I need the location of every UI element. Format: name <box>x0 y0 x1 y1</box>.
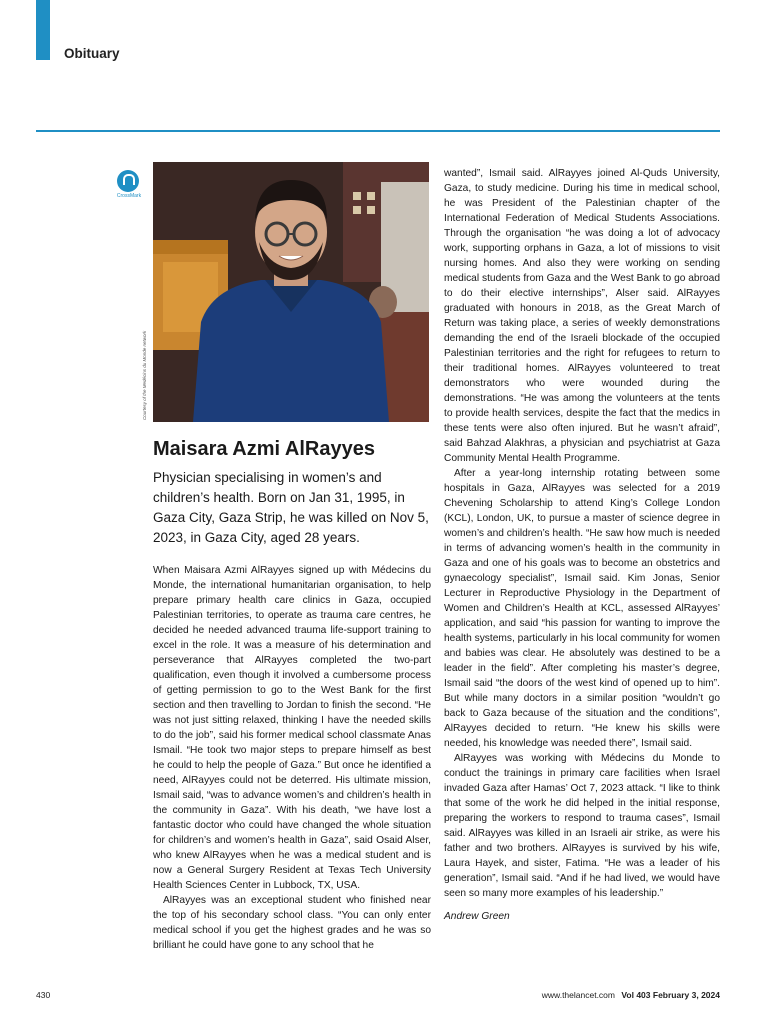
crossmark-badge[interactable] <box>114 170 144 204</box>
paragraph: After a year-long internship rotating between some hospitals in Gaza, AlRayyes was selected for a 2019 Chevening Scholarship to attend King’s College London (KCL), London, UK, to pursue a master of science degree in women’s and children’s health. “He saw how much is needed in terms of advancing women’s health in the community in Gaza and one of his goals was to become an obstetrics and gynaecology specialist”, Ismail said. Kim Jonas, Senior Lecturer in Reproductive Physiology in the Department of Women and Children’s Health at KCL, assessed AlRayyes’ application, and said “his passion for wanting to improve the health systems, particularly in his local community for women and babies was clear. He absolutely was destined to be a leader in the field”. After completing his master’s degree, Ismail said “the doors of the west kind of opened up to him”. But while many doctors in a similar position “wouldn’t go back to Gaza because of the situation and the conditions”, AlRayyes decided to return. “He knew his skills were needed, his knowledge was needed there”, Ismail said. <box>444 468 720 749</box>
page-number: 430 <box>36 990 51 1000</box>
footer-volume: Vol 403 <box>621 990 651 1000</box>
paragraph: AlRayyes was working with Médecins du Monde to conduct the trainings in primary care facilities when Israel invaded Gaza after Hamas’ Oct 7, 2023 attack. “I like to think that some of the work he did helped in the initial response, preparing the workers to respond to trauma cases”, Ismail said. AlRayyes was killed in an Israeli air strike, as were his father and two brothers. AlRayyes is survived by his wife, Laura Hayek, and sister, Fatima. “He was a leader of his generation”, Ismail said. “And if he had lived, we would have seen so many more examples of his leadership.” <box>444 753 720 899</box>
footer-site-link[interactable]: www.thelancet.com <box>541 990 615 1000</box>
portrait-photo <box>153 162 429 422</box>
section-label: Obituary <box>64 46 120 61</box>
crossmark-label: CrossMark <box>116 193 142 199</box>
section-tab-bar <box>36 0 50 60</box>
paragraph: wanted”, Ismail said. AlRayyes joined Al-Quds University, Gaza, to study medicine. During his time in medical school, he was President of the Palestinian chapter of the International Federation of Medical Students Associations. Through the organisation “he was doing a lot of advocacy work, supporting orphans in Gaza, a lot of missions to visit nursing homes. And also they were working on sending medical students from Gaza and the West Bank to go abroad to do their elective internships”, Alser said. AlRayyes graduated with honours in 2018, as the Great March of Return was taking place, a series of weekly demonstrations demanding the end of the Israeli blockade of the occupied Palestinian territories and the right for refugees to return to their traditional homes. AlRayyes volunteered to treat demonstrators who were wounded during the demonstrations. “He was among the volunteers at the tents to provide health services, despite the fact that the medics in these tents were also often injured. But he wasn’t afraid”, said Bahzad Alakhras, a physician and psychiatrist at Gaza Community Mental Health Programme. <box>444 168 720 464</box>
article-column-right <box>444 166 720 924</box>
footer-date: February 3, 2024 <box>652 990 720 1000</box>
crossmark-icon <box>117 170 139 192</box>
obituary-name: Maisara Azmi AlRayyes <box>153 438 375 460</box>
photo-credit: Courtesy of the Medécins du Monde network <box>142 330 147 420</box>
footer-citation <box>542 990 720 1000</box>
paragraph: When Maisara Azmi AlRayyes signed up with Médecins du Monde, the international humanitarian organisation, to help prepare primary health care clinics in Gaza, occupied Palestinian territories, to operate as trauma care centres, he decided he needed advanced trauma life-support training to excel in the role. It was a measure of his determination and perseverance that AlRayyes completed the two-part qualification, even though it involved a cumbersome process of getting permission to go to the West Bank for the first section and then travelling to Jordan to finish the second. “He was not just sitting relaxed, thinking I have the needed skills to do the job”, said his former medical school classmate Anas Ismail. “He took two major steps to prepare himself as best he could to help the people of Gaza.” But once he identified a need, AlRayyes could not be deterred. His ultimate mission, Ismail said, “was to advance women’s and children’s health in the community in Gaza”. With his death, “we have lost a fantastic doctor who could have changed the whole situation for children’s and women’s health in Gaza”, said Osaid Alser, who knew AlRayyes when he was a medical student and is now a General Surgery Resident at Texas Tech University Health Sciences Center in Lubbock, TX, USA. <box>153 565 431 891</box>
paragraph: AlRayyes was an exceptional student who finished near the top of his secondary school class. “You can only enter medical school if you get the highest grades and he was so brilliant he could have gone to any school that he <box>153 895 431 951</box>
header-rule <box>36 130 720 132</box>
obituary-subtitle: Physician specialising in women’s and children’s health. Born on Jan 31, 1995, in Gaza City, Gaza Strip, he was killed on Nov 5, 2023, in Gaza City, aged 28 years. <box>153 470 429 545</box>
article-column-left <box>153 563 431 953</box>
author-byline: Andrew Green <box>444 911 510 922</box>
portrait-illustration <box>153 162 429 422</box>
